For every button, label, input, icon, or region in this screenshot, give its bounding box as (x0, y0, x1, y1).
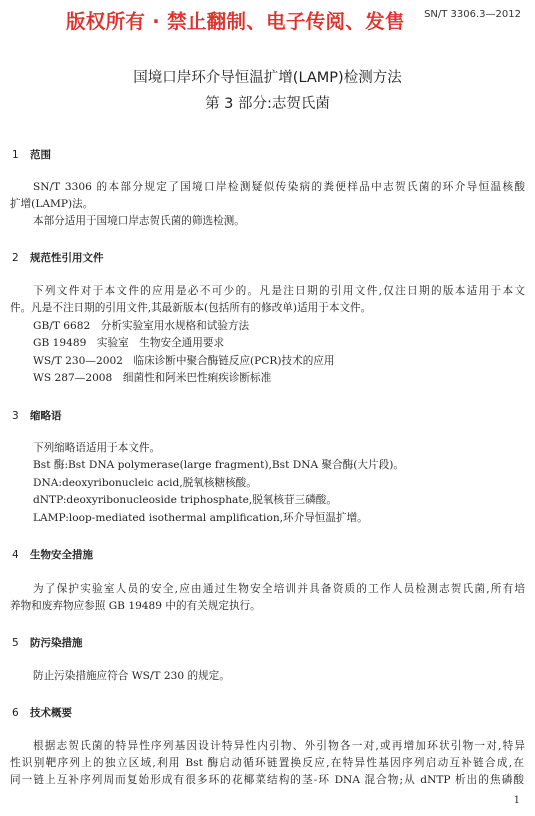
section-heading-normative-references (12, 250, 104, 265)
paragraph-line: 根据志贺氏菌的特异性序列基因设计特异性内引物、外引物各一对,或再增加环状引物一对,特异 (33, 740, 525, 752)
section-number: 3 (12, 410, 19, 422)
section-title: 防污染措施 (30, 637, 83, 649)
section-title: 生物安全措施 (30, 549, 93, 561)
paragraph-line: 为了保护实验室人员的安全,应由通过生物安全培训并具备资质的工作人员检测志贺氏菌,所有培 (33, 583, 525, 595)
section-number: 5 (12, 637, 19, 649)
section-title: 缩略语 (30, 410, 62, 422)
paragraph-line: 本部分适用于国境口岸志贺氏菌的筛选检测。 (33, 215, 245, 227)
section-title: 范围 (30, 149, 51, 161)
copyright-watermark: 版权所有 · 禁止翻制、电子传阅、发售 (66, 10, 405, 33)
document-subtitle: 第 3 部分:志贺氏菌 (205, 96, 330, 112)
reference-item: GB/T 6682 分析实验室用水规格和试验方法 (33, 320, 250, 332)
section-title: 技术概要 (30, 707, 72, 719)
reference-item: GB 19489 实验室 生物安全通用要求 (33, 337, 225, 349)
abbreviation-item: dNTP:deoxyribonucleoside triphosphate,脱氧核苷三磷酸。 (33, 494, 337, 506)
paragraph-line: SN/T 3306 的本部分规定了国境口岸检测疑似传染病的粪便样品中志贺氏菌的环介导恒温核酸 (33, 181, 525, 193)
abbreviation-item: Bst 酶:Bst DNA polymerase(large fragment),Bst DNA 聚合酶(大片段)。 (33, 459, 404, 471)
abbreviation-item: LAMP:loop-mediated isothermal amplification,环介导恒温扩增。 (33, 512, 368, 524)
paragraph-line: 防止污染措施应符合 WS/T 230 的规定。 (33, 670, 230, 682)
paragraph-line: 扩增(LAMP)法。 (10, 198, 94, 210)
paragraph-line: 同一链上互补序列周而复始形成有很多环的花椰菜结构的茎-环 DNA 混合物;从 dNTP 析出的焦磷酸 (10, 774, 524, 786)
paragraph-line: 下列缩略语适用于本文件。 (33, 442, 161, 454)
section-heading-abbreviations (12, 408, 62, 423)
reference-item: WS 287—2008 细菌性和阿米巴性痢疾诊断标准 (33, 372, 272, 384)
section-number: 6 (12, 707, 19, 719)
section-heading-technical-summary (12, 705, 72, 720)
section-heading-scope (12, 147, 51, 162)
section-title: 规范性引用文件 (30, 252, 104, 264)
paragraph-line: 件。凡是不注日期的引用文件,其最新版本(包括所有的修改单)适用于本文件。 (10, 302, 372, 314)
paragraph-line: 下列文件对于本文件的应用是必不可少的。凡是注日期的引用文件,仅注日期的版本适用于本文 (33, 285, 525, 297)
section-heading-contamination-prevention (12, 635, 83, 650)
paragraph-line: 性识别靶序列上的独立区域,利用 Bst 酶启动循环链置换反应,在特异性基因序列启动互补链合成,在 (10, 757, 524, 769)
section-number: 2 (12, 252, 19, 264)
page-number: 1 (513, 795, 520, 806)
section-heading-biosafety (12, 547, 93, 562)
section-number: 4 (12, 549, 19, 561)
reference-item: WS/T 230—2002 临床诊断中聚合酶链反应(PCR)技术的应用 (33, 355, 335, 367)
abbreviation-item: DNA:deoxyribonucleic acid,脱氧核糖核酸。 (33, 477, 257, 489)
standard-number: SN/T 3306.3—2012 (424, 9, 521, 20)
paragraph-line: 养物和废弃物应参照 GB 19489 中的有关规定执行。 (10, 600, 261, 612)
section-number: 1 (12, 149, 19, 161)
document-title: 国境口岸环介导恒温扩增(LAMP)检测方法 (133, 70, 402, 86)
